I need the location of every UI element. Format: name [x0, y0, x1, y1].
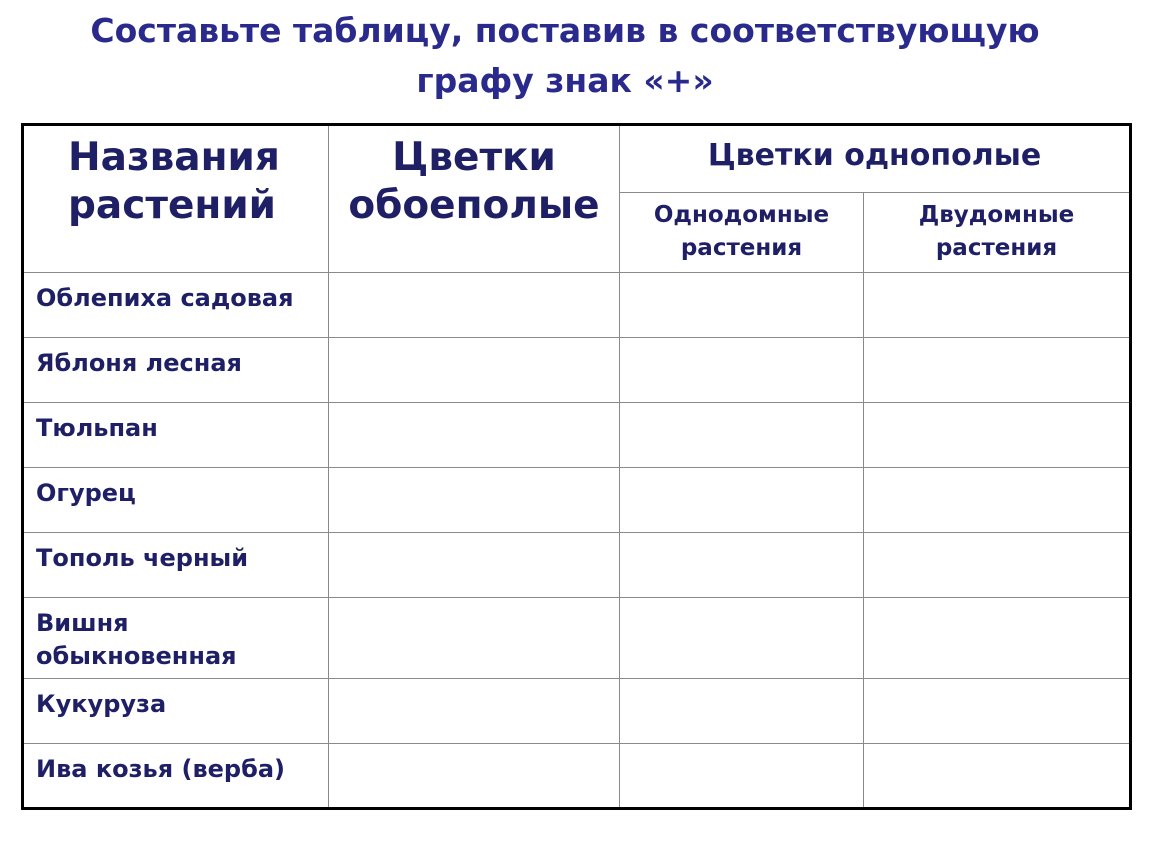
monoecious-cell[interactable] [620, 338, 864, 403]
header-bisexual [329, 125, 620, 273]
plants-table [21, 123, 1132, 810]
table-row [23, 273, 1131, 338]
header-monoecious-label: Однодомные растения [653, 202, 830, 261]
monoecious-cell[interactable] [620, 598, 864, 679]
bisexual-cell[interactable] [329, 273, 620, 338]
monoecious-cell[interactable] [620, 273, 864, 338]
plant-name-cell [23, 744, 329, 809]
plant-name: Тополь черный [36, 544, 249, 572]
dioecious-cell[interactable] [864, 403, 1131, 468]
table-row [23, 533, 1131, 598]
header-monoecious [620, 193, 864, 273]
bisexual-cell[interactable] [329, 338, 620, 403]
dioecious-cell[interactable] [864, 533, 1131, 598]
dioecious-cell[interactable] [864, 338, 1131, 403]
plant-name: Вишня обыкновенная [36, 609, 237, 670]
plant-name: Облепиха садовая [36, 284, 294, 312]
plant-name-cell [23, 273, 329, 338]
table-row [23, 598, 1131, 679]
monoecious-cell[interactable] [620, 468, 864, 533]
plant-name: Яблоня лесная [36, 349, 242, 377]
bisexual-cell[interactable] [329, 744, 620, 809]
plant-name-cell [23, 679, 329, 744]
bisexual-cell[interactable] [329, 679, 620, 744]
plant-name-cell [23, 338, 329, 403]
table-row [23, 679, 1131, 744]
slide-title-line-2: графу знак «+» [416, 61, 714, 100]
table-row [23, 468, 1131, 533]
table-row [23, 744, 1131, 809]
header-plant-names [23, 125, 329, 273]
plant-name-cell [23, 468, 329, 533]
plant-name-cell [23, 533, 329, 598]
bisexual-cell[interactable] [329, 598, 620, 679]
slide-title-line-1: Составьте таблицу, поставив в соответствующую [90, 11, 1040, 50]
table-row [23, 403, 1131, 468]
dioecious-cell[interactable] [864, 273, 1131, 338]
header-bisexual-label: Цветки обоеполые [348, 135, 600, 228]
plant-name: Кукуруза [36, 690, 167, 718]
plant-name: Ива козья (верба) [36, 755, 286, 783]
plant-name-cell [23, 403, 329, 468]
header-dioecious-label: Двудомные растения [918, 202, 1075, 261]
bisexual-cell[interactable] [329, 533, 620, 598]
bisexual-cell[interactable] [329, 403, 620, 468]
dioecious-cell[interactable] [864, 744, 1131, 809]
plant-name: Тюльпан [36, 414, 158, 442]
plant-name: Огурец [36, 479, 136, 507]
bisexual-cell[interactable] [329, 468, 620, 533]
monoecious-cell[interactable] [620, 679, 864, 744]
dioecious-cell[interactable] [864, 468, 1131, 533]
monoecious-cell[interactable] [620, 744, 864, 809]
dioecious-cell[interactable] [864, 598, 1131, 679]
table-row [23, 338, 1131, 403]
header-dioecious [864, 193, 1131, 273]
header-unisexual [620, 125, 1131, 193]
slide-title [0, 6, 1130, 106]
monoecious-cell[interactable] [620, 533, 864, 598]
dioecious-cell[interactable] [864, 679, 1131, 744]
monoecious-cell[interactable] [620, 403, 864, 468]
plant-name-cell [23, 598, 329, 679]
header-plant-names-label: Названия растений [68, 135, 280, 228]
header-unisexual-label: Цветки однополые [707, 138, 1042, 173]
